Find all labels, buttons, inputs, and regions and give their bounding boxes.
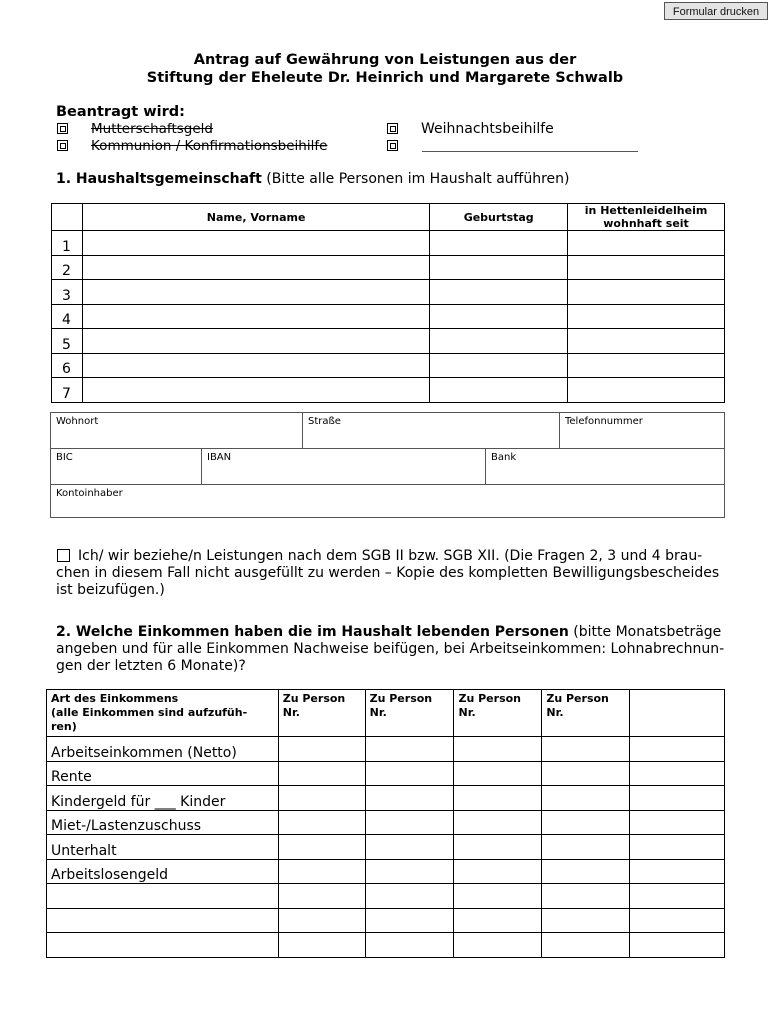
household-table bbox=[51, 203, 725, 403]
amount-field[interactable] bbox=[278, 761, 365, 786]
amount-field[interactable] bbox=[278, 786, 365, 811]
title-line-1: Antrag auf Gewährung von Leistungen aus der bbox=[193, 52, 577, 68]
amount-field[interactable] bbox=[365, 761, 454, 786]
birthdate-field[interactable] bbox=[430, 329, 568, 354]
income-type-label: Arbeitslosengeld bbox=[47, 859, 279, 884]
telefon-label: Telefonnummer bbox=[565, 416, 643, 427]
amount-field[interactable] bbox=[542, 737, 630, 762]
extra-header bbox=[630, 690, 725, 737]
person-header bbox=[278, 690, 365, 737]
account-holder-row bbox=[50, 484, 725, 518]
section2-note: (bitte Monatsbeträge bbox=[573, 624, 722, 640]
maternity-checkbox[interactable] bbox=[57, 123, 68, 134]
name-field[interactable] bbox=[82, 280, 429, 305]
amount-field[interactable] bbox=[365, 859, 454, 884]
strasse-field[interactable] bbox=[302, 413, 559, 448]
amount-field[interactable] bbox=[454, 835, 542, 860]
amount-field[interactable] bbox=[365, 884, 454, 909]
income-type-label: Kindergeld für ___ Kinder bbox=[47, 786, 279, 811]
amount-field[interactable] bbox=[630, 933, 725, 958]
name-field[interactable] bbox=[82, 353, 429, 378]
section1-heading bbox=[56, 171, 569, 187]
income-type-header-l1: Art des Einkommens bbox=[51, 692, 179, 705]
amount-field[interactable] bbox=[542, 933, 630, 958]
amount-field[interactable] bbox=[365, 835, 454, 860]
bank-label: Bank bbox=[491, 452, 517, 463]
amount-field[interactable] bbox=[454, 761, 542, 786]
person-header-l2: Nr. bbox=[369, 706, 387, 719]
person-header-l2: Nr. bbox=[282, 706, 300, 719]
section1-title: 1. Haushaltsgemeinschaft bbox=[56, 171, 262, 187]
sgb-checkbox[interactable] bbox=[57, 549, 70, 562]
person-header bbox=[542, 690, 630, 737]
amount-field[interactable] bbox=[278, 908, 365, 933]
amount-field[interactable] bbox=[542, 786, 630, 811]
birthdate-header: Geburtstag bbox=[430, 204, 568, 231]
kontoinhaber-label: Kontoinhaber bbox=[56, 488, 123, 499]
person-header-l1: Zu Person bbox=[546, 692, 609, 705]
requested-heading: Beantragt wird: bbox=[56, 104, 185, 120]
amount-field[interactable] bbox=[454, 786, 542, 811]
name-field[interactable] bbox=[82, 231, 429, 256]
income-type-label: Miet-/Lastenzuschuss bbox=[47, 810, 279, 835]
amount-field[interactable] bbox=[630, 835, 725, 860]
income-type-label: Unterhalt bbox=[47, 835, 279, 860]
kontoinhaber-field[interactable] bbox=[51, 485, 724, 517]
amount-field[interactable] bbox=[630, 761, 725, 786]
name-field[interactable] bbox=[82, 255, 429, 280]
resident-since-field[interactable] bbox=[568, 231, 725, 256]
birthdate-field[interactable] bbox=[430, 255, 568, 280]
sgb-text-line-1: Ich/ wir beziehe/n Leistungen nach dem SGB II bzw. SGB XII. (Die Fragen 2, 3 und 4 brau- bbox=[78, 548, 703, 564]
amount-field[interactable] bbox=[454, 908, 542, 933]
section2-heading bbox=[56, 624, 736, 641]
person-header bbox=[365, 690, 454, 737]
bic-field[interactable] bbox=[51, 449, 201, 484]
amount-field[interactable] bbox=[365, 737, 454, 762]
person-header-l1: Zu Person bbox=[458, 692, 522, 705]
row-number-header bbox=[52, 204, 83, 231]
birthdate-field[interactable] bbox=[430, 353, 568, 378]
row-number: 7 bbox=[52, 378, 83, 403]
income-type-field[interactable] bbox=[47, 884, 279, 909]
resident-since-field[interactable] bbox=[568, 353, 725, 378]
amount-field[interactable] bbox=[542, 835, 630, 860]
section2-title: 2. Welche Einkommen haben die im Haushalt lebenden Personen bbox=[56, 624, 569, 640]
name-header: Name, Vorname bbox=[82, 204, 429, 231]
income-type-field[interactable] bbox=[47, 908, 279, 933]
title-line-2: Stiftung der Eheleute Dr. Heinrich und Margarete Schwalb bbox=[146, 70, 624, 86]
amount-field[interactable] bbox=[630, 859, 725, 884]
income-type-label: Rente bbox=[47, 761, 279, 786]
amount-field[interactable] bbox=[278, 933, 365, 958]
amount-field[interactable] bbox=[454, 859, 542, 884]
income-type-field[interactable] bbox=[47, 933, 279, 958]
amount-field[interactable] bbox=[278, 884, 365, 909]
amount-field[interactable] bbox=[278, 810, 365, 835]
iban-label: IBAN bbox=[207, 452, 232, 463]
amount-field[interactable] bbox=[278, 737, 365, 762]
other-benefit-input[interactable] bbox=[422, 151, 638, 152]
address-row bbox=[50, 412, 725, 449]
income-type-header-l3: ren) bbox=[51, 720, 77, 733]
amount-field[interactable] bbox=[278, 835, 365, 860]
name-field[interactable] bbox=[82, 329, 429, 354]
amount-field[interactable] bbox=[630, 737, 725, 762]
christmas-checkbox[interactable] bbox=[387, 123, 398, 134]
amount-field[interactable] bbox=[278, 859, 365, 884]
section2-line-2: angeben und für alle Einkommen Nachweise beifügen, bei Arbeitseinkommen: Lohnabrechnun- bbox=[56, 641, 725, 657]
amount-field[interactable] bbox=[365, 933, 454, 958]
amount-field[interactable] bbox=[542, 908, 630, 933]
income-type-header bbox=[47, 690, 279, 737]
row-number: 4 bbox=[52, 304, 83, 329]
birthdate-field[interactable] bbox=[430, 304, 568, 329]
amount-field[interactable] bbox=[630, 810, 725, 835]
person-header-l2: Nr. bbox=[546, 706, 564, 719]
resident-since-field[interactable] bbox=[568, 378, 725, 403]
amount-field[interactable] bbox=[542, 810, 630, 835]
amount-field[interactable] bbox=[630, 884, 725, 909]
birthdate-field[interactable] bbox=[430, 280, 568, 305]
row-number: 2 bbox=[52, 255, 83, 280]
amount-field[interactable] bbox=[454, 810, 542, 835]
person-header-l1: Zu Person bbox=[369, 692, 433, 705]
income-type-header-l2: (alle Einkommen sind aufzufüh- bbox=[51, 706, 248, 719]
amount-field[interactable] bbox=[542, 859, 630, 884]
print-form-button[interactable]: Formular drucken bbox=[664, 2, 768, 20]
resident-since-field[interactable] bbox=[568, 255, 725, 280]
person-header-l2: Nr. bbox=[458, 706, 476, 719]
bank-field[interactable] bbox=[485, 449, 725, 484]
wohnort-field[interactable] bbox=[51, 413, 302, 448]
christmas-label: Weihnachtsbeihilfe bbox=[421, 121, 554, 137]
amount-field[interactable] bbox=[454, 737, 542, 762]
amount-field[interactable] bbox=[542, 884, 630, 909]
communion-label: Kommunion / Konfirmationsbeihilfe bbox=[91, 138, 328, 154]
person-header bbox=[454, 690, 542, 737]
amount-field[interactable] bbox=[454, 884, 542, 909]
birthdate-field[interactable] bbox=[430, 231, 568, 256]
section2-line-3: gen der letzten 6 Monate)? bbox=[56, 658, 246, 674]
telefon-field[interactable] bbox=[559, 413, 725, 448]
amount-field[interactable] bbox=[630, 908, 725, 933]
income-table bbox=[46, 689, 725, 958]
amount-field[interactable] bbox=[630, 786, 725, 811]
row-number: 5 bbox=[52, 329, 83, 354]
amount-field[interactable] bbox=[365, 786, 454, 811]
row-number: 1 bbox=[52, 231, 83, 256]
row-number: 6 bbox=[52, 353, 83, 378]
name-field[interactable] bbox=[82, 304, 429, 329]
row-number: 3 bbox=[52, 280, 83, 305]
bic-label: BIC bbox=[56, 452, 73, 463]
iban-field[interactable] bbox=[201, 449, 485, 484]
name-field[interactable] bbox=[82, 378, 429, 403]
sgb-text-line-3: ist beizufügen.) bbox=[56, 582, 165, 598]
birthdate-field[interactable] bbox=[430, 378, 568, 403]
amount-field[interactable] bbox=[365, 810, 454, 835]
resident-since-field[interactable] bbox=[568, 280, 725, 305]
sgb-text-line-2: chen in diesem Fall nicht ausgefüllt zu werden – Kopie des kompletten Bewilligungsbescheides bbox=[56, 565, 720, 581]
amount-field[interactable] bbox=[365, 908, 454, 933]
other-checkbox[interactable] bbox=[387, 140, 398, 151]
amount-field[interactable] bbox=[454, 933, 542, 958]
person-header-l1: Zu Person bbox=[282, 692, 346, 705]
bank-row bbox=[50, 448, 725, 485]
wohnort-label: Wohnort bbox=[56, 416, 99, 427]
resident-since-header: in Hettenleidelheim wohnhaft seit bbox=[568, 204, 725, 231]
communion-checkbox[interactable] bbox=[57, 140, 68, 151]
resident-since-field[interactable] bbox=[568, 329, 725, 354]
section1-note: (Bitte alle Personen im Haushalt aufführen) bbox=[266, 171, 570, 187]
resident-since-field[interactable] bbox=[568, 304, 725, 329]
income-type-label: Arbeitseinkommen (Netto) bbox=[47, 737, 279, 762]
maternity-label: Mutterschaftsgeld bbox=[91, 121, 213, 137]
amount-field[interactable] bbox=[542, 761, 630, 786]
strasse-label: Straße bbox=[308, 416, 341, 427]
